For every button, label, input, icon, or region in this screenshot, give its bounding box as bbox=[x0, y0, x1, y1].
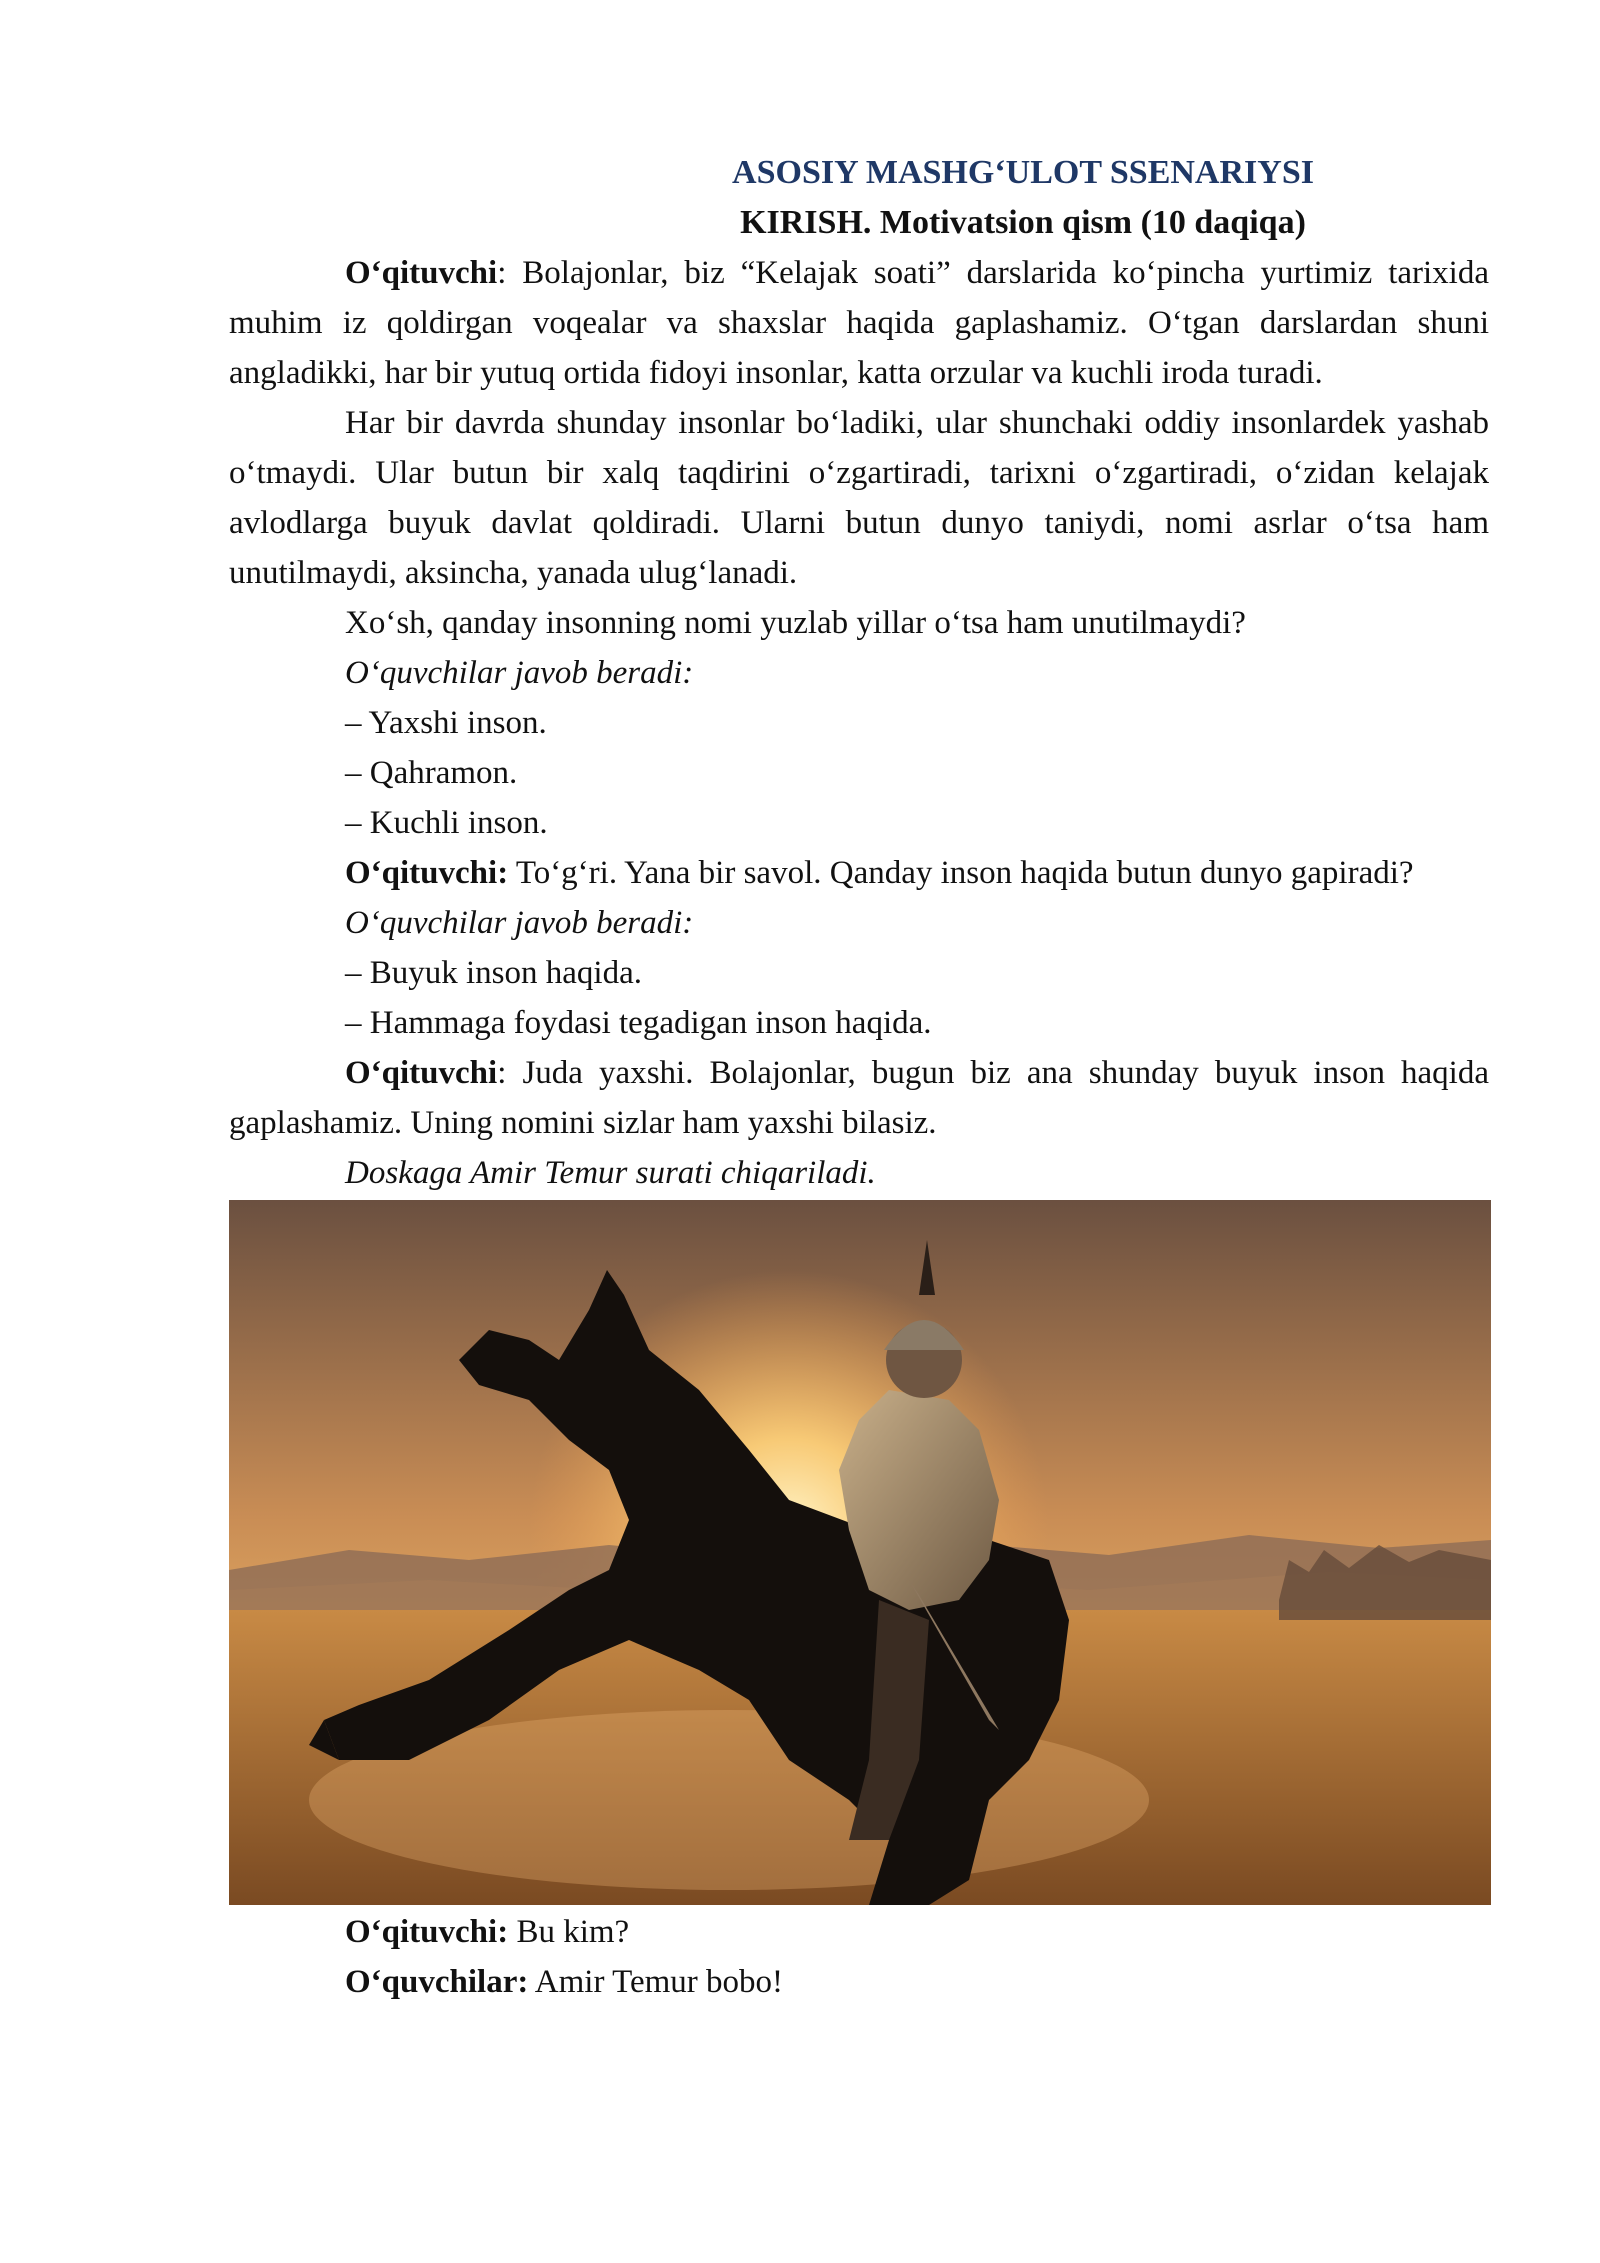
answer-item: – Hammaga foydasi tegadigan inson haqida. bbox=[345, 1005, 932, 1041]
answers-label-1: O‘quvchilar javob beradi: bbox=[345, 655, 694, 691]
paragraph-question-2: O‘qituvchi: To‘g‘ri. Yana bir savol. Qanday inson haqida butun dunyo gapiradi? bbox=[345, 855, 1414, 891]
speaker-label: O‘qituvchi: bbox=[345, 1914, 509, 1950]
paragraph-history: Har bir davrda shunday insonlar bo‘ladiki, ular shunchaki oddiy insonlardek yashab o‘tmaydi. Ular butun bir xalq taqdirini o‘zgartiradi, tarixni o‘zgartiradi, o‘zidan kelajak avlodlarga buyuk davlat qoldiradi. Ularni butun dunyo taniydi, nomi asrlar o‘tsa ham unutilmaydi, aksincha, yanada ulug‘lanadi. bbox=[229, 405, 1489, 591]
amir-temur-horseman-image bbox=[229, 1200, 1491, 1905]
speaker-label: O‘quvchilar: bbox=[345, 1964, 529, 2000]
document-page bbox=[229, 148, 1489, 2007]
speaker-label: O‘qituvchi: bbox=[345, 855, 509, 891]
stage-direction: Doskaga Amir Temur surati chiqariladi. bbox=[345, 1155, 876, 1191]
question-1: Xo‘sh, qanday insonning nomi yuzlab yillar o‘tsa ham unutilmaydi? bbox=[345, 605, 1246, 641]
paragraph-topic: O‘qituvchi: Juda yaxshi. Bolajonlar, bugun biz ana shunday buyuk inson haqida gaplashamiz. Uning nomini sizlar ham yaxshi bilasiz. bbox=[229, 1055, 1489, 1141]
answer-item: – Kuchli inson. bbox=[345, 805, 548, 841]
answers-label-2: O‘quvchilar javob beradi: bbox=[345, 905, 694, 941]
dialog-line-students: O‘quvchilar: Amir Temur bobo! bbox=[345, 1964, 783, 2000]
answer-item: – Yaxshi inson. bbox=[345, 705, 547, 741]
horseman-illustration bbox=[229, 1200, 1491, 1905]
dialog-line-teacher: O‘qituvchi: Bu kim? bbox=[345, 1914, 630, 1950]
paragraph-intro: O‘qituvchi: Bolajonlar, biz “Kelajak soati” darslarida ko‘pincha yurtimiz tarixida muhim iz qoldirgan voqealar va shaxslar haqida gaplashamiz. O‘tgan darslardan shuni angladikki, har bir yutuq ortida fidoyi insonlar, katta orzular va kuchli iroda turadi. bbox=[229, 255, 1489, 391]
answer-item: – Buyuk inson haqida. bbox=[345, 955, 642, 991]
speaker-label: O‘qituvchi bbox=[345, 1055, 498, 1091]
answer-item: – Qahramon. bbox=[345, 755, 518, 791]
speaker-label: O‘qituvchi bbox=[345, 255, 498, 291]
section-subtitle: KIRISH. Motivatsion qism (10 daqiqa) bbox=[740, 204, 1306, 241]
page-title: ASOSIY MASHG‘ULOT SSENARIYSI bbox=[732, 154, 1314, 191]
